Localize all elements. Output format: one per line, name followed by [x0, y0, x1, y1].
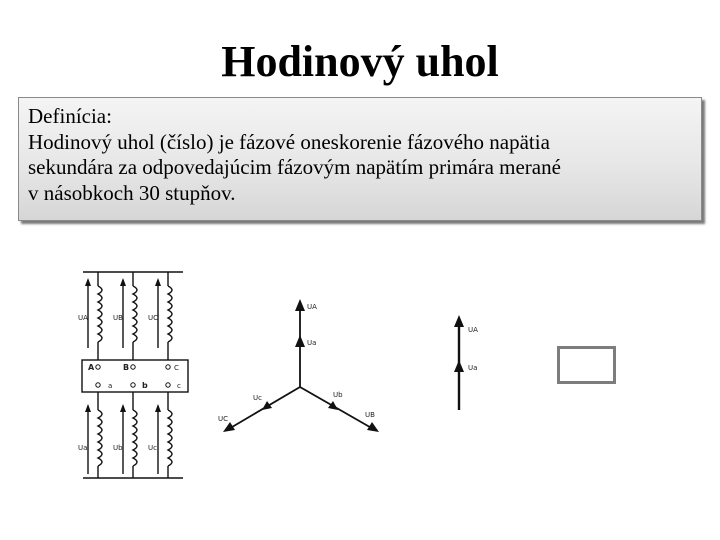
secondary-terminal-label: a	[108, 382, 113, 390]
star-inner-label: Uc	[253, 394, 262, 402]
slide-title: Hodinový uhol	[221, 37, 499, 86]
primary-coil-label: UC	[148, 314, 159, 322]
secondary-terminal-label: b	[142, 381, 148, 390]
primary-coil-label: UA	[78, 314, 88, 322]
star-tip-label: UB	[365, 411, 375, 419]
primary-terminal-label: B	[123, 363, 130, 372]
definition-line: v násobkoch 30 stupňov.	[28, 180, 236, 205]
pair-label: Ua	[468, 364, 478, 372]
primary-terminal-label: A	[88, 363, 95, 372]
definition-line: Hodinový uhol (číslo) je fázové oneskorenie fázového napätia	[28, 129, 550, 154]
secondary-terminal-label: c	[177, 382, 181, 390]
definition-box	[18, 97, 702, 221]
transformer-diagram	[78, 268, 193, 482]
secondary-coil-label: Ua	[78, 444, 88, 452]
phasor-star-diagram	[215, 297, 382, 439]
definition-line: sekundára za odpovedajúcim fázovým napätím primára merané	[28, 155, 561, 179]
pair-label: UA	[468, 326, 478, 334]
secondary-coil-label: Uc	[148, 444, 157, 452]
star-inner-label: Ua	[307, 339, 317, 347]
transformer-diagram-svg	[78, 268, 193, 482]
secondary-coil-label: Ub	[113, 444, 123, 452]
phasor-pair-svg	[448, 312, 488, 414]
phasor-star-svg	[215, 297, 382, 439]
star-tip-label: UA	[307, 303, 317, 311]
star-tip-label: UC	[218, 415, 229, 423]
star-inner-label: Ub	[333, 391, 343, 399]
clock-number-box	[557, 346, 616, 384]
primary-coil-label: UB	[113, 314, 123, 322]
phasor-pair-diagram	[448, 312, 488, 414]
definition-heading: Definícia:	[28, 104, 112, 128]
primary-terminal-label: C	[174, 364, 179, 372]
